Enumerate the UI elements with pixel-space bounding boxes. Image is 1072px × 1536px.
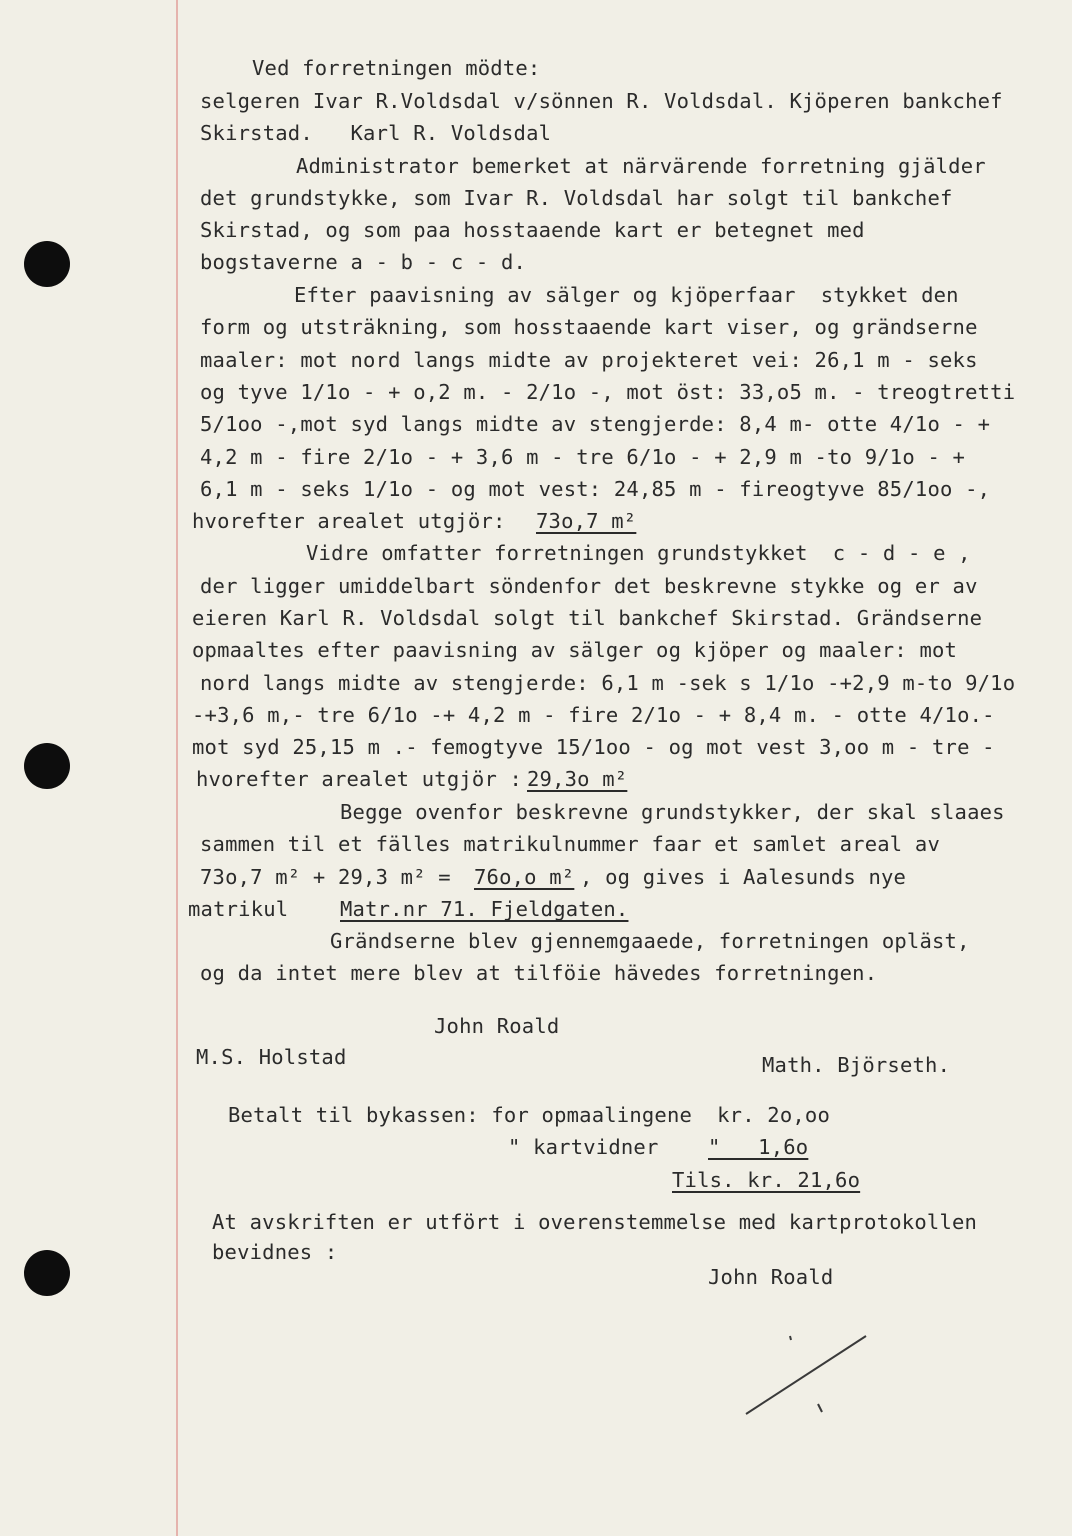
text-line: og da intet mere blev at tilföie hävedes forretningen.: [200, 961, 878, 985]
total-area-value: 76o,o m²: [474, 865, 575, 889]
text-line: bevidnes :: [212, 1240, 338, 1264]
signature-name: Math. Björseth.: [762, 1053, 951, 1077]
text-line: matrikul: [188, 897, 289, 921]
text-line: nord langs midte av stengjerde: 6,1 m -sek s 1/1o -+2,9 m-to 9/1o: [200, 671, 1016, 695]
text-line: At avskriften er utfört i overenstemmelse med kartprotokollen: [212, 1210, 978, 1234]
text-line: Efter paavisning av sälger og kjöperfaar stykket den: [294, 283, 959, 307]
text-line: -+3,6 m,- tre 6/1o -+ 4,2 m - fire 2/1o - + 8,4 m. - otte 4/1o.-: [192, 703, 995, 727]
payment-total: Tils. kr. 21,6o: [672, 1168, 861, 1192]
text-line: Vidre omfatter forretningen grundstykket c - d - e ,: [306, 541, 971, 565]
text-line: Skirstad. Karl R. Voldsdal: [200, 121, 552, 145]
area-value: 73o,7 m²: [536, 509, 637, 533]
signature-name: John Roald: [708, 1265, 834, 1289]
text-line: sammen til et fälles matrikulnummer faar et samlet areal av: [200, 832, 940, 856]
text-line: hvorefter arealet utgjör:: [192, 509, 506, 533]
check-mark: [740, 1330, 880, 1420]
matrikul-number: Matr.nr 71. Fjeldgaten.: [340, 897, 629, 921]
text-line: der ligger umiddelbart söndenfor det beskrevne stykke og er av: [200, 574, 978, 598]
text-line: 73o,7 m² + 29,3 m² =: [200, 865, 451, 889]
text-line: selgeren Ivar R.Voldsdal v/sönnen R. Voldsdal. Kjöperen bankchef: [200, 89, 1003, 113]
punch-hole: [24, 1250, 70, 1296]
text-line: 6,1 m - seks 1/1o - og mot vest: 24,85 m - fireogtyve 85/1oo -,: [200, 477, 991, 501]
text-line: opmaaltes efter paavisning av sälger og kjöper og maaler: mot: [192, 638, 958, 662]
text-line: eieren Karl R. Voldsdal solgt til bankchef Skirstad. Grändserne: [192, 606, 983, 630]
text-line: Skirstad, og som paa hosstaaende kart er betegnet med: [200, 218, 865, 242]
text-line: Administrator bemerket at närvärende forretning gjälder: [296, 154, 986, 178]
text-line: bogstaverne a - b - c - d.: [200, 250, 527, 274]
text-line: , og gives i Aalesunds nye: [580, 865, 907, 889]
text-line: 5/1oo -,mot syd langs midte av stengjerde: 8,4 m- otte 4/1o - +: [200, 412, 991, 436]
text-line: det grundstykke, som Ivar R. Voldsdal har solgt til bankchef: [200, 186, 953, 210]
signature-name: John Roald: [434, 1014, 560, 1038]
margin-rule: [176, 0, 178, 1536]
text-line: hvorefter arealet utgjör :: [196, 767, 523, 791]
text-line: 4,2 m - fire 2/1o - + 3,6 m - tre 6/1o - + 2,9 m -to 9/1o - +: [200, 445, 966, 469]
punch-hole: [24, 241, 70, 287]
text-line: Ved forretningen mödte:: [252, 56, 541, 80]
signature-name: M.S. Holstad: [196, 1045, 347, 1069]
text-line: mot syd 25,15 m .- femogtyve 15/1oo - og mot vest 3,oo m - tre -: [192, 735, 995, 759]
payment-amount: " 1,6o: [708, 1135, 809, 1159]
payment-line: " kartvidner: [508, 1135, 659, 1159]
text-line: form og utsträkning, som hosstaaende kart viser, og grändserne: [200, 315, 978, 339]
text-line: Grändserne blev gjennemgaaede, forretningen opläst,: [330, 929, 970, 953]
text-line: Begge ovenfor beskrevne grundstykker, der skal slaaes: [340, 800, 1005, 824]
text-line: maaler: mot nord langs midte av projekteret vei: 26,1 m - seks: [200, 348, 978, 372]
area-value: 29,3o m²: [527, 767, 628, 791]
punch-hole: [24, 743, 70, 789]
payment-line: Betalt til bykassen: for opmaalingene kr. 2o,oo: [228, 1103, 831, 1127]
text-line: og tyve 1/1o - + o,2 m. - 2/1o -, mot öst: 33,o5 m. - treogtretti: [200, 380, 1016, 404]
